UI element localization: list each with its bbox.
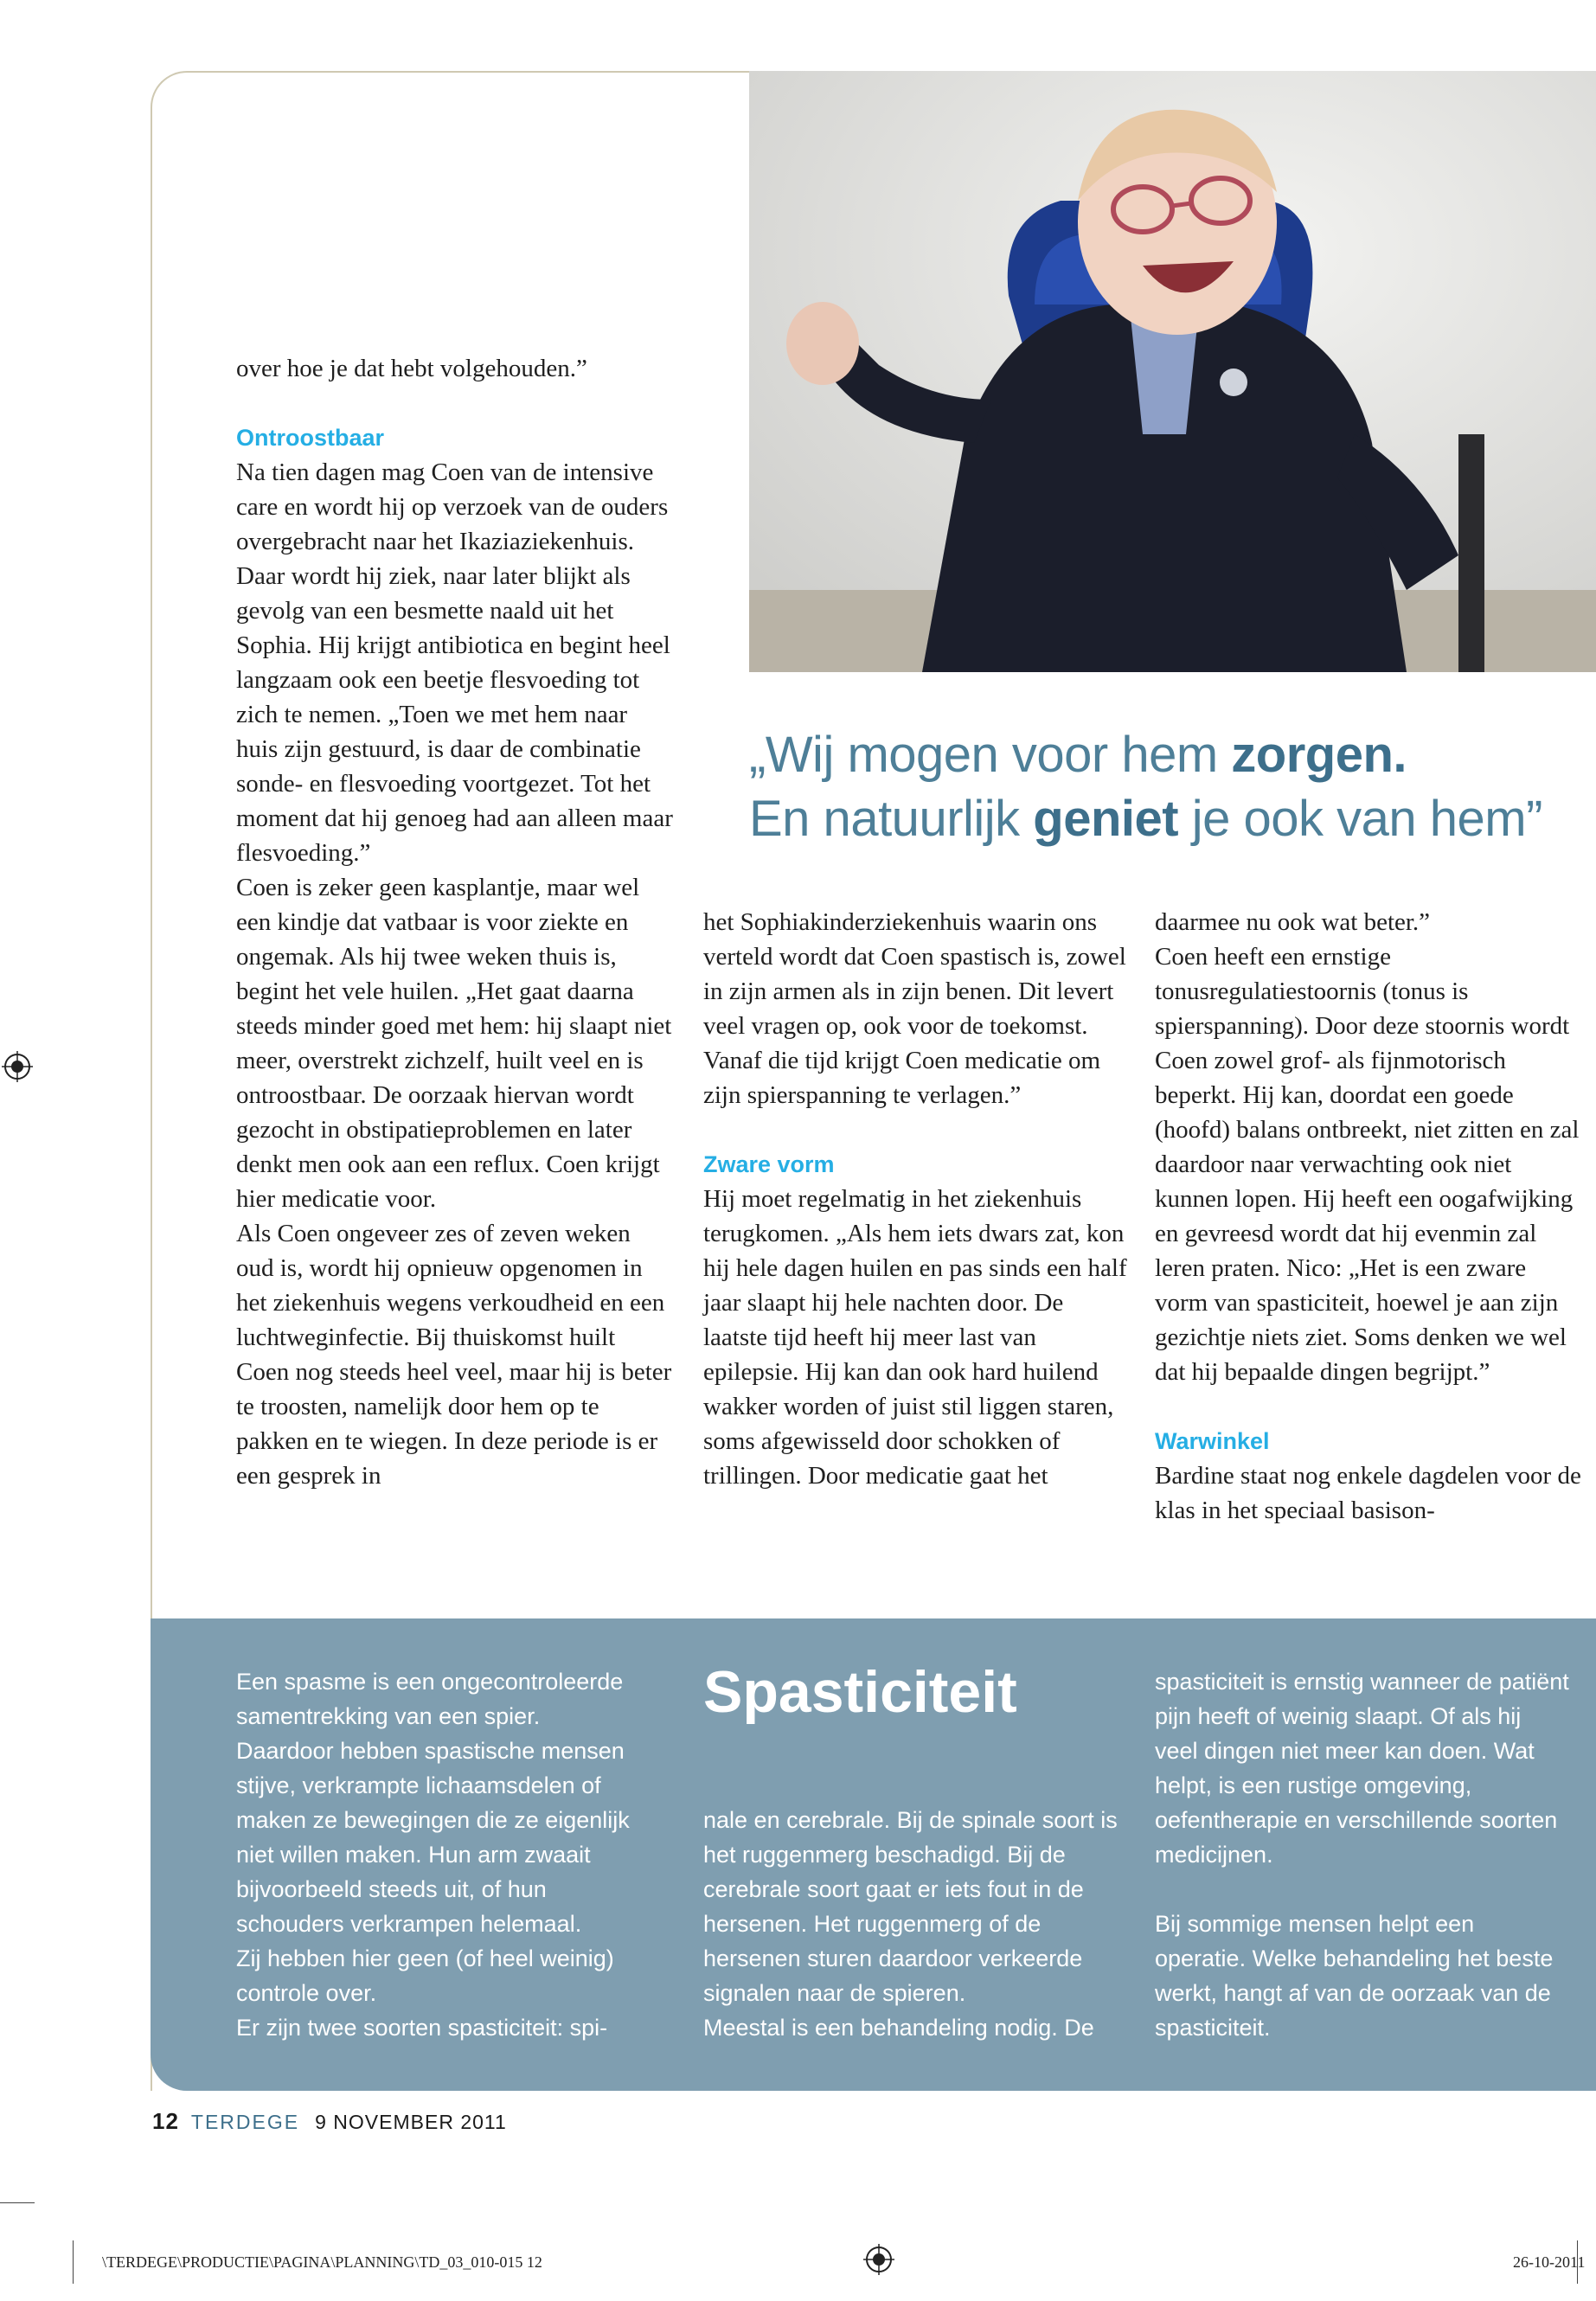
info-box-column-3 [1155,1664,1570,2045]
registration-mark-icon [2,1051,33,1082]
info-text: nale en cerebrale. Bij de spinale soort is het ruggenmerg beschadigd. Bij de cerebrale soort gaat er iets fout in de hersenen. Het ruggenmerg of de hersenen sturen daardoor verkeerde signalen naar de spieren. [703,1807,1118,2006]
subhead-ontroostbaar: Ontroostbaar [236,425,385,451]
quote-emphasis: geniet [1033,791,1179,847]
info-text: Er zijn twee soorten spasticiteit: spi- [236,2015,608,2041]
page-footer [152,2108,507,2135]
photo [749,71,1596,672]
slug-path: \TERDEGE\PRODUCTIE\PAGINA\PLANNING\TD_03_010-015 12 [102,2253,542,2271]
crop-mark [73,2240,74,2284]
quote-text: je ook van hem” [1178,791,1542,847]
magazine-name: TERDEGE [190,2111,300,2133]
right-paragraph-3: Bardine staat nog enkele dagdelen voor de klas in het speciaal basison- [1155,1462,1581,1524]
pull-quote [749,723,1596,851]
info-text: spasticiteit is ernstig wanneer de patiënt pijn heeft of weinig slaapt. Of als hij veel dingen niet meer kan doen. Wat helpt, is een rustige omgeving, oefentherapie en verschillende soorten medicijnen. [1155,1669,1569,1868]
quote-line-2 [749,787,1596,851]
subhead-warwinkel: Warwinkel [1155,1428,1270,1454]
quote-emphasis: zorgen. [1231,727,1407,783]
info-text: Zij hebben hier geen (of heel weinig) controle over. [236,1945,614,2006]
middle-column [703,905,1131,1493]
quote-text: „Wij mogen voor hem [749,727,1232,783]
quote-line-1 [749,723,1596,787]
left-top-line: over hoe je dat hebt volgehouden.” [236,355,587,382]
middle-paragraph-1: het Sophiakinderziekenhuis waarin ons verteld wordt dat Coen spastisch is, zowel in zijn armen als in zijn benen. Dit levert veel vragen op, ook voor de toekomst. Vanaf die tijd krijgt Coen medicatie om zijn spierspanning te verlagen.” [703,908,1126,1109]
slug-date: 26-10-2011 [1513,2253,1586,2271]
info-text: Bij sommige mensen helpt een operatie. Welke behandeling het beste werkt, hangt af van de oorzaak van de spasticiteit. [1155,1911,1554,2041]
info-text: Meestal is een behandeling nodig. De [703,2015,1094,2041]
left-paragraph-2: Coen is zeker geen kasplantje, maar wel een kindje dat vatbaar is voor ziekte en ongemak. Als hij twee weken thuis is, begint het vele huilen. „Het gaat daarna steeds minder goed met hem: hij slaapt niet meer, overstrekt zichzelf, huilt veel en is ontroostbaar. De oorzaak hiervan wordt gezocht in obstipatieproblemen en later denkt men ook aan een reflux. Coen krijgt hier medicatie voor. [236,874,672,1213]
info-box-title: Spasticiteit [703,1659,1017,1725]
crop-mark [0,2202,35,2203]
right-paragraph-2: Coen heeft een ernstige tonusregulatiestoornis (tonus is spierspanning). Door deze stoornis wordt Coen zowel grof- als fijnmotorisch beperkt. Hij kan, doordat een goede (hoofd) balans ontbreekt, niet zitten en zal daardoor naar verwachting ook niet kunnen lopen. Hij heeft een oogafwijking en gevreesd wordt dat hij evenmin zal leren praten. Nico: „Het is een zware vorm van spasticiteit, hoewel je aan zijn gezichtje niets ziet. Soms denken we wel dat hij bepaalde dingen begrijpt.” [1155,943,1580,1386]
registration-mark-icon [863,2244,894,2275]
left-paragraph-3: Als Coen ongeveer zes of zeven weken oud is, wordt hij opnieuw opgenomen in het ziekenhuis wegens verkoudheid en een luchtweginfectie. Bij thuiskomst huilt Coen nog steeds heel veel, maar hij is beter te troosten, namelijk door hem op te pakken en te wiegen. In deze periode is er een gesprek in [236,1220,672,1490]
photo-illustration [749,71,1596,672]
quote-text: En natuurlijk [749,791,1034,847]
right-column [1155,905,1583,1528]
subhead-zware-vorm: Zware vorm [703,1151,835,1177]
right-paragraph-1: daarmee nu ook wat beter.” [1155,908,1431,936]
issue-date: 9 NOVEMBER 2011 [315,2111,507,2133]
page-number: 12 [152,2108,179,2134]
info-box-column-1 [236,1664,643,2045]
info-box-column-2 [703,1803,1131,2045]
left-column [236,351,673,1493]
left-paragraph-1: Na tien dagen mag Coen van de intensive care en wordt hij op verzoek van de ouders overgebracht naar het Ikaziaziekenhuis. Daar wordt hij ziek, naar later blijkt als gevolg van een besmette naald uit het Sophia. Hij krijgt antibiotica en begint heel langzaam ook een beetje flesvoeding tot zich te nemen. „Toen we met hem naar huis zijn gestuurd, is daar de combinatie sonde- en flesvoeding voortgezet. Tot het moment dat hij genoeg had aan alleen maar flesvoeding.” [236,458,673,867]
info-text: Een spasme is een ongecontroleerde samentrekking van een spier. Daardoor hebben spastische mensen stijve, verkrampte lichaamsdelen of maken ze bewegingen die ze eigenlijk niet willen maken. Hun arm zwaait bijvoorbeeld steeds uit, of hun schouders verkrampen helemaal. [236,1669,630,1937]
middle-paragraph-2: Hij moet regelmatig in het ziekenhuis terugkomen. „Als hem iets dwars zat, kon hij hele dagen huilen en pas sinds een half jaar slaapt hij hele nachten door. De laatste tijd heeft hij meer last van epilepsie. Hij kan dan ook hard huilend wakker worden of juist stil liggen staren, soms afgewisseld door schokken of trillingen. Door medicatie gaat het [703,1185,1127,1490]
